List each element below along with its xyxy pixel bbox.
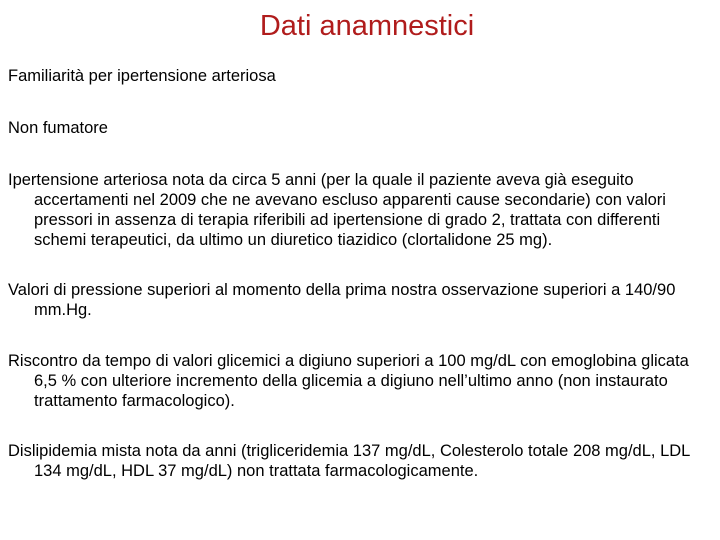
paragraph-dyslipidemia: Dislipidemia mista nota da anni (trigliceridemia 137 mg/dL, Colesterolo totale 208 mg/dL, LDL 134 mg/dL, HDL 37 mg/dL) non trattata farmacologicamente.	[8, 442, 690, 480]
paragraph-family-history: Familiarità per ipertensione arteriosa	[8, 67, 276, 85]
paragraph-smoking-status: Non fumatore	[8, 119, 108, 137]
slide-title: Dati anamnestici	[259, 10, 475, 42]
paragraph-glycemia: Riscontro da tempo di valori glicemici a digiuno superiori a 100 mg/dL con emoglobina glicata 6,5 % con ulteriore incremento della glicemia a digiuno nell’ultimo anno (non instaurato trattamento farmacologico).	[8, 352, 689, 410]
slide-body	[8, 66, 712, 481]
paragraph-blood-pressure: Valori di pressione superiori al momento della prima nostra osservazione superiori a 140/90 mm.Hg.	[8, 281, 676, 319]
paragraph-hypertension-history: Ipertensione arteriosa nota da circa 5 anni (per la quale il paziente aveva già eseguito accertamenti nel 2009 che ne avevano escluso apparenti cause secondarie) con valori pressori in assenza di terapia riferibili ad ipertensione di grado 2, trattata con differenti schemi terapeutici, da ultimo un diuretico tiazidico (clortalidone 25 mg).	[8, 171, 666, 249]
